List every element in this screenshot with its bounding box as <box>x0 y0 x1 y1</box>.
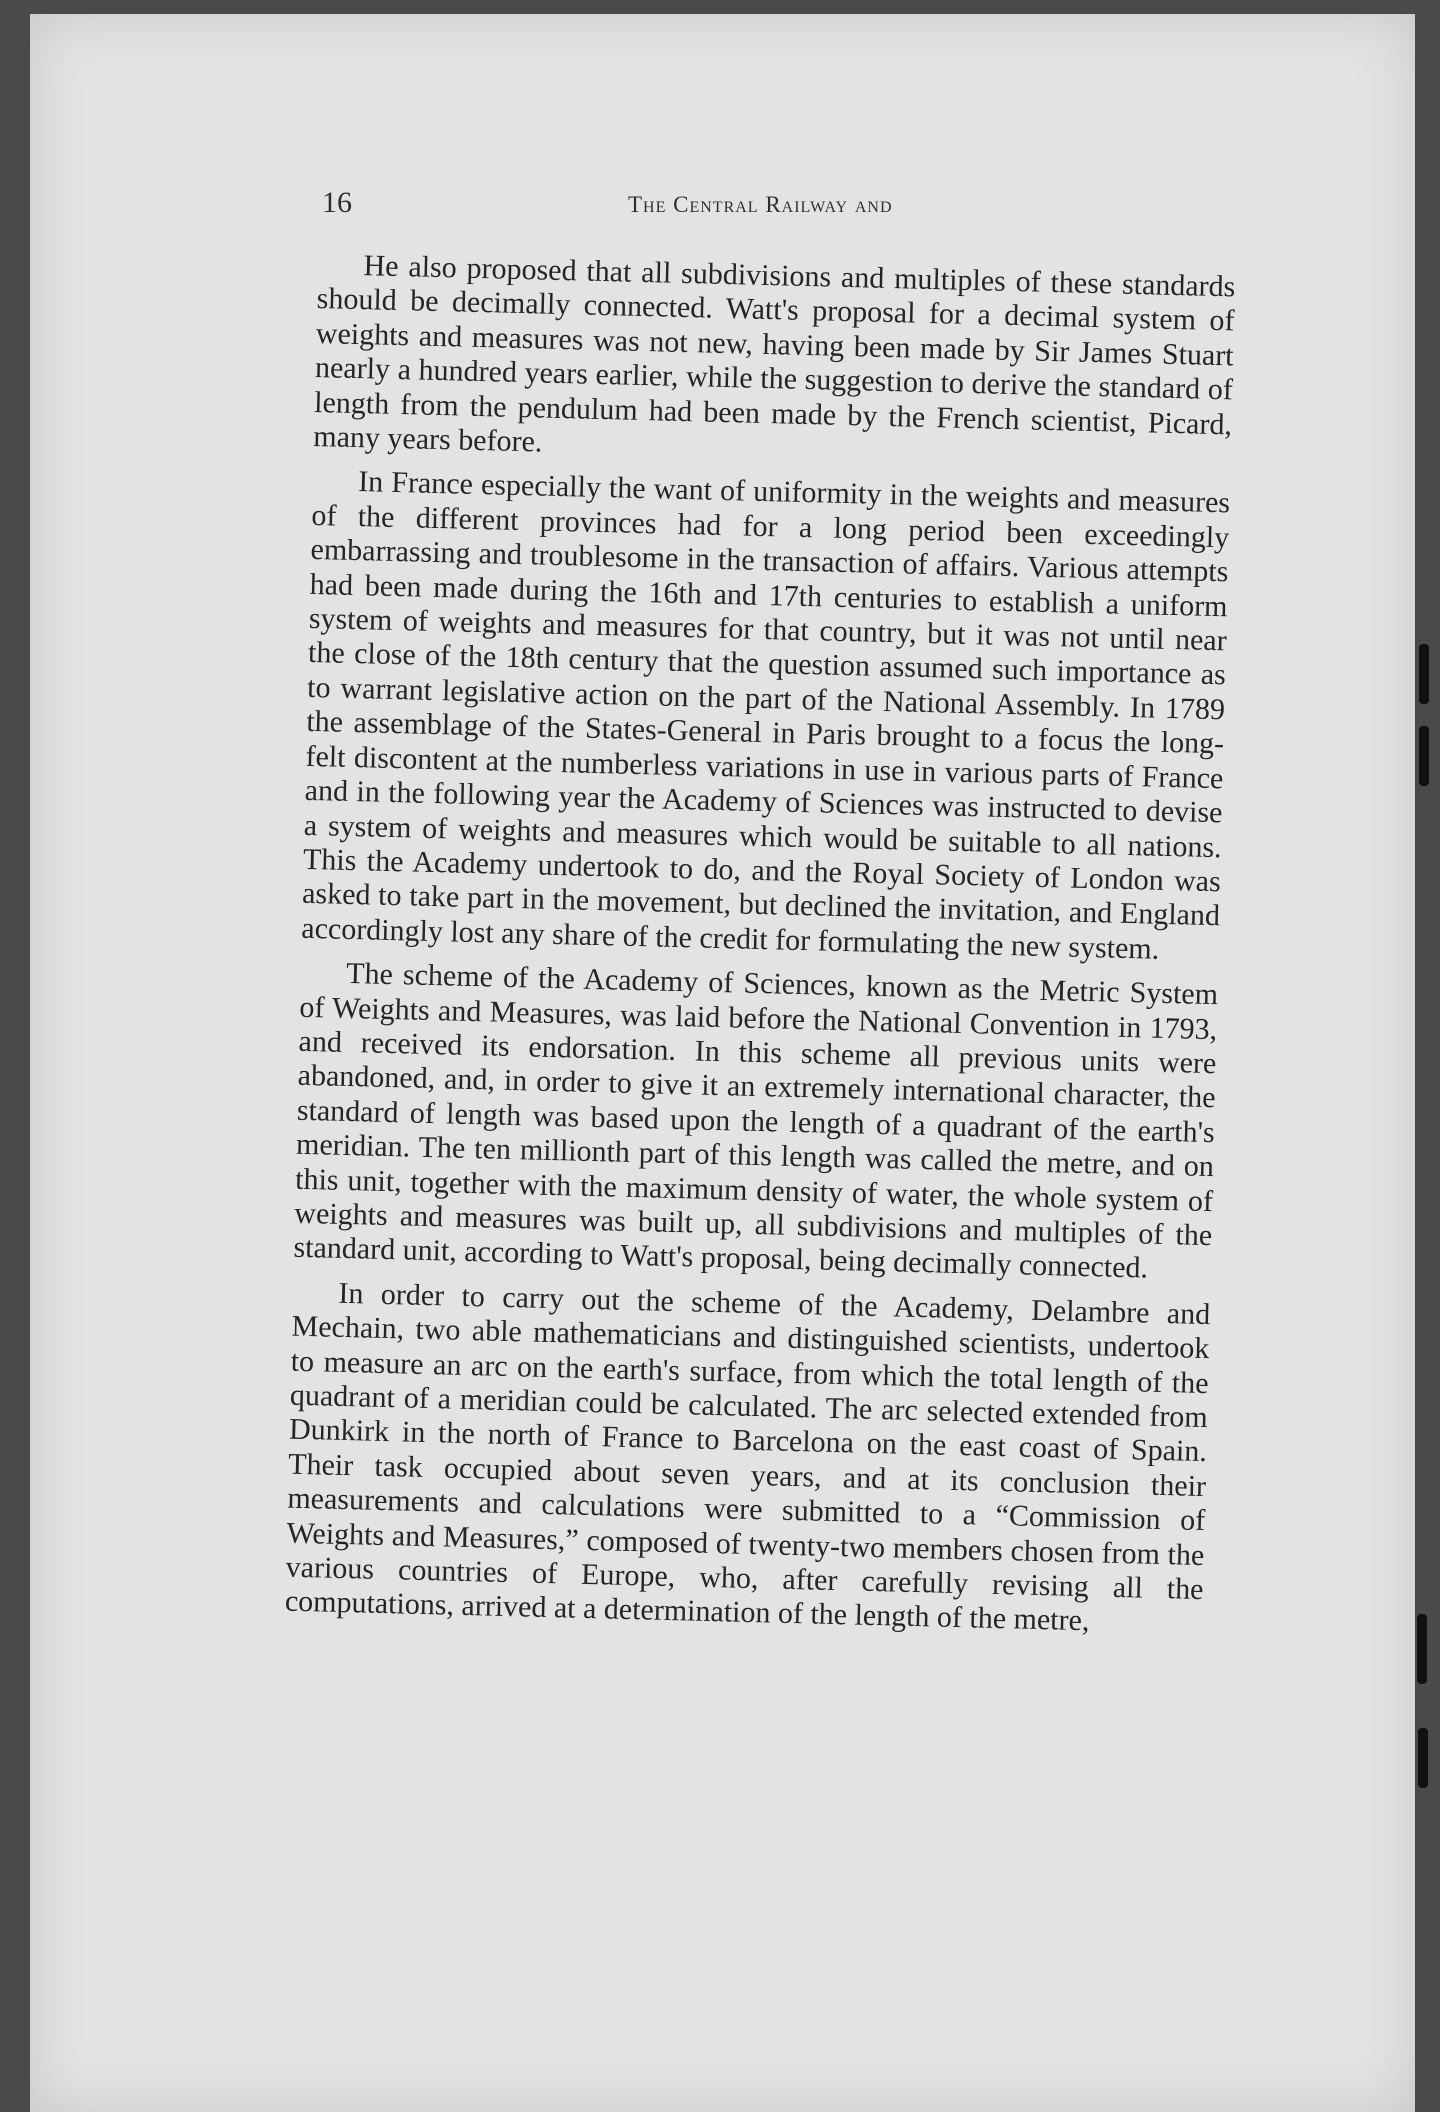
body-text <box>284 248 1235 1652</box>
ink-mark <box>1419 644 1429 704</box>
paragraph: In order to carry out the scheme of the Academy, Delambre and Mechain, two able mathematicians and distinguished scientists, undertook to measure an arc on the earth's surface, from which the total length of the quadrant of a meridian could be calculated. The arc selected extended from Dunkirk in the north of France to Barcelona on the east coast of Spain. Their task occupied about seven years, and at its conclusion their measurements and calculations were submitted to a “Commission of Weights and Measures,” composed of twenty-two members chosen from the various countries of Europe, who, after carefully revising all the computations, arrived at a determination of the length of the metre, <box>284 1276 1211 1638</box>
running-title: The Central Railway and <box>628 192 893 217</box>
paragraph: He also proposed that all subdivisions and multiples of these standards should be decimally connected. Watt's proposal for a decimal system of weights and measures was not new, having been made by Sir James Stuart nearly a hundred years earlier, while the suggestion to derive the standard of length from the pendulum had been made by the French scientist, Picard, many years before. <box>312 249 1236 459</box>
page-header <box>322 186 1222 226</box>
ink-mark <box>1417 1614 1427 1684</box>
ink-mark <box>1419 726 1429 786</box>
book-page <box>30 14 1415 2112</box>
paragraph: In France especially the want of uniformity in the weights and measures of the different provinces had for a long period been exceedingly embarrassing and troublesome in the transaction of affairs. Various attempts had been made during the 16th and 17th centuries to establish a uniform system of weights and measures for that country, but it was not until near the close of the 18th century that the question assumed such importance as to warrant legislative action on the part of the National Assembly. In 1789 the assemblage of the States-General in Paris brought to a focus the long-felt discontent at the numberless variations in use in various parts of France and in the following year the Academy of Sciences was instructed to devise a system of weights and measures which would be suitable to all nations. This the Academy undertook to do, and the Royal Society of London was asked to take part in the movement, but declined the invitation, and England accordingly lost any share of the credit for formulating the new system. <box>300 465 1231 966</box>
ink-mark <box>1418 1728 1428 1788</box>
page-number: 16 <box>322 186 352 219</box>
paragraph: The scheme of the Academy of Sciences, known as the Metric System of Weights and Measures, was laid before the National Convention in 1793, and received its endorsation. In this scheme all previous units were abandoned, and, in order to give it an extremely international character, the standard of length was based upon the length of a quadrant of the earth's meridian. The ten millionth part of this length was called the metre, and on this unit, together with the maximum density of water, the whole system of weights and measures was built up, all subdivisions and multiples of the standard unit, according to Watt's proposal, being decimally connected. <box>293 957 1219 1285</box>
